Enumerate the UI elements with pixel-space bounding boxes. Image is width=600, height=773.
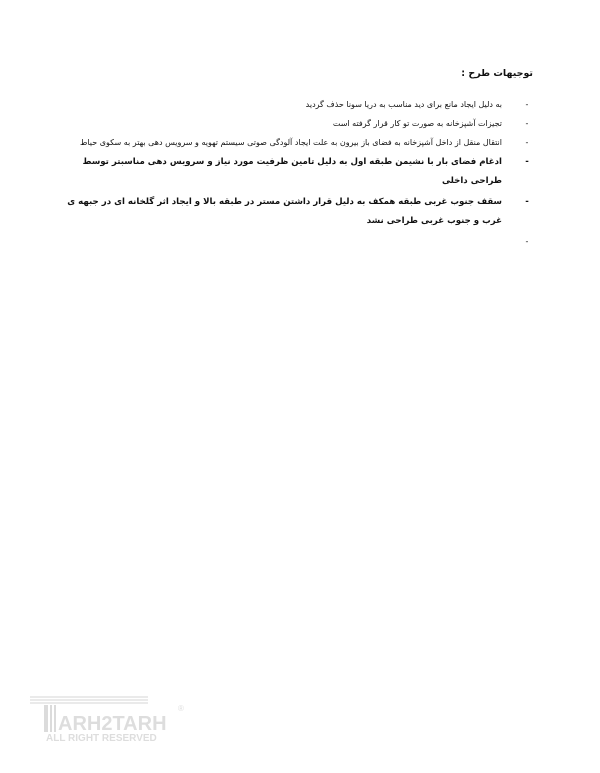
list-bullet: - bbox=[525, 100, 529, 109]
watermark-brand: ARH2TARH bbox=[58, 713, 167, 735]
list-item-text: سقف جنوب غربی طبقه همکف به دلیل قرار داشتن مستر در طبقه بالا و ایجاد اثر گلخانه ای در جبهه ی غرب و جنوب غربی طراحی نشد bbox=[67, 197, 502, 226]
list-item bbox=[66, 134, 532, 151]
list-bullet: - bbox=[525, 138, 529, 147]
watermark-registered-mark: ® bbox=[178, 704, 184, 713]
watermark-tagline: ALL RIGHT RESERVED bbox=[46, 733, 157, 744]
list-item bbox=[66, 153, 532, 191]
list-item-text: به دلیل ایجاد مانع برای دید مناسب به دریا سونا حذف گردید bbox=[305, 100, 502, 109]
list-item-text: انتقال منقل از داخل آشپزخانه به فضای باز بیرون به علت ایجاد آلودگی صوتی سیستم تهویه و سرویس دهی بهتر به سکوی حیاط bbox=[79, 138, 502, 147]
list-item-text: تجیزات آشپزخانه به صورت تو کار قرار گرفته است bbox=[332, 119, 502, 128]
list-bullet: - bbox=[525, 197, 529, 207]
list-item-text: ادغام فضای بار با نشیمن طبقه اول به دلیل تامین ظرفیت مورد نیاز و سرویس دهی مناسبتر توسط طراحی داخلی bbox=[82, 157, 502, 186]
document-heading: توجیهات طرح : bbox=[461, 68, 533, 79]
watermark-logo bbox=[28, 694, 188, 746]
list-bullet: - bbox=[525, 119, 529, 128]
list-bullet: - bbox=[525, 237, 529, 246]
description-list bbox=[66, 96, 532, 246]
list-bullet: - bbox=[525, 157, 529, 167]
list-item bbox=[66, 115, 532, 132]
list-item bbox=[66, 96, 532, 113]
list-item bbox=[66, 193, 532, 231]
